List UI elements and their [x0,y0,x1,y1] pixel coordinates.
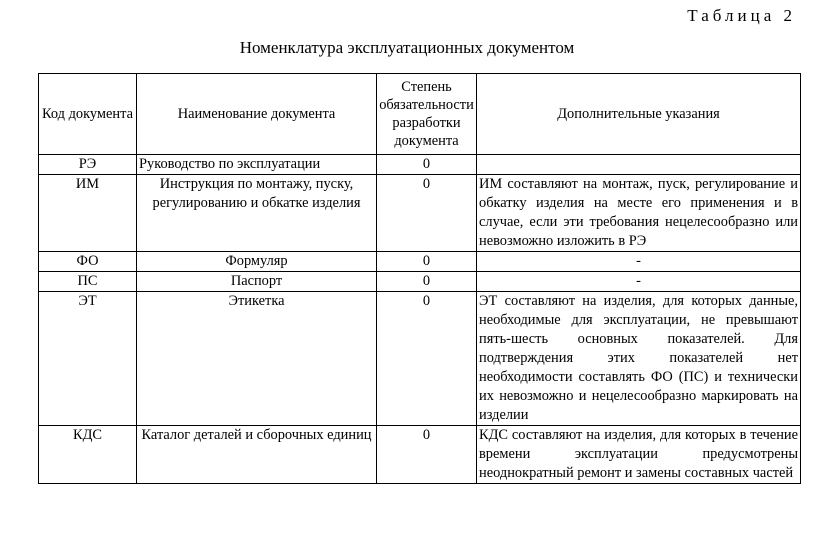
cell-code: КДС [39,426,137,484]
cell-degree: 0 [377,252,477,272]
table-row [39,175,801,252]
header-row [39,74,801,155]
cell-notes: - [477,272,801,292]
table-row [39,426,801,484]
table-row [39,252,801,272]
table-row [39,292,801,426]
cell-name: Паспорт [137,272,377,292]
cell-degree: 0 [377,426,477,484]
cell-notes: ЭТ составляют на изделия, для которых данные, необходимые для эксплуатации, не превышают пять-шесть основных показателей. Для подтверждения этих показателей нет необходимости составлять ФО (ПС) и технически их невозможно и нецелесообразно маркировать на изделии [477,292,801,426]
cell-degree: 0 [377,292,477,426]
table-number-label: Таблица 2 [687,6,796,25]
cell-name: Каталог деталей и сборочных единиц [137,426,377,484]
table-title: Номенклатура эксплуатационных документом [239,38,575,57]
table-row [39,272,801,292]
cell-name: Руководство по эксплуатации [137,155,377,175]
cell-code: ПС [39,272,137,292]
cell-notes: КДС составляют на изделия, для которых в течение времени эксплуатации предусмотрены неоднократный ремонт и замены составных частей [477,426,801,484]
cell-code: ЭТ [39,292,137,426]
cell-name: Инструкция по монтажу, пуску, регулированию и обкатке изделия [137,175,377,252]
cell-degree: 0 [377,272,477,292]
cell-notes: - [477,252,801,272]
table-row [39,155,801,175]
cell-name: Этикетка [137,292,377,426]
cell-notes [477,155,801,175]
nomenclature-table [38,73,801,484]
cell-code: ИМ [39,175,137,252]
column-header-degree: Степень обязательности разработки документа [377,74,477,155]
cell-degree: 0 [377,155,477,175]
cell-code: ФО [39,252,137,272]
cell-name: Формуляр [137,252,377,272]
cell-code: РЭ [39,155,137,175]
column-header-name: Наименование документа [137,74,377,155]
cell-notes: ИМ составляют на монтаж, пуск, регулирование и обкатку изделия на месте его применения и в случае, если эти требования нецелесообразно или невозможно изложить в РЭ [477,175,801,252]
column-header-code: Код документа [39,74,137,155]
cell-degree: 0 [377,175,477,252]
column-header-notes: Дополнительные указания [477,74,801,155]
